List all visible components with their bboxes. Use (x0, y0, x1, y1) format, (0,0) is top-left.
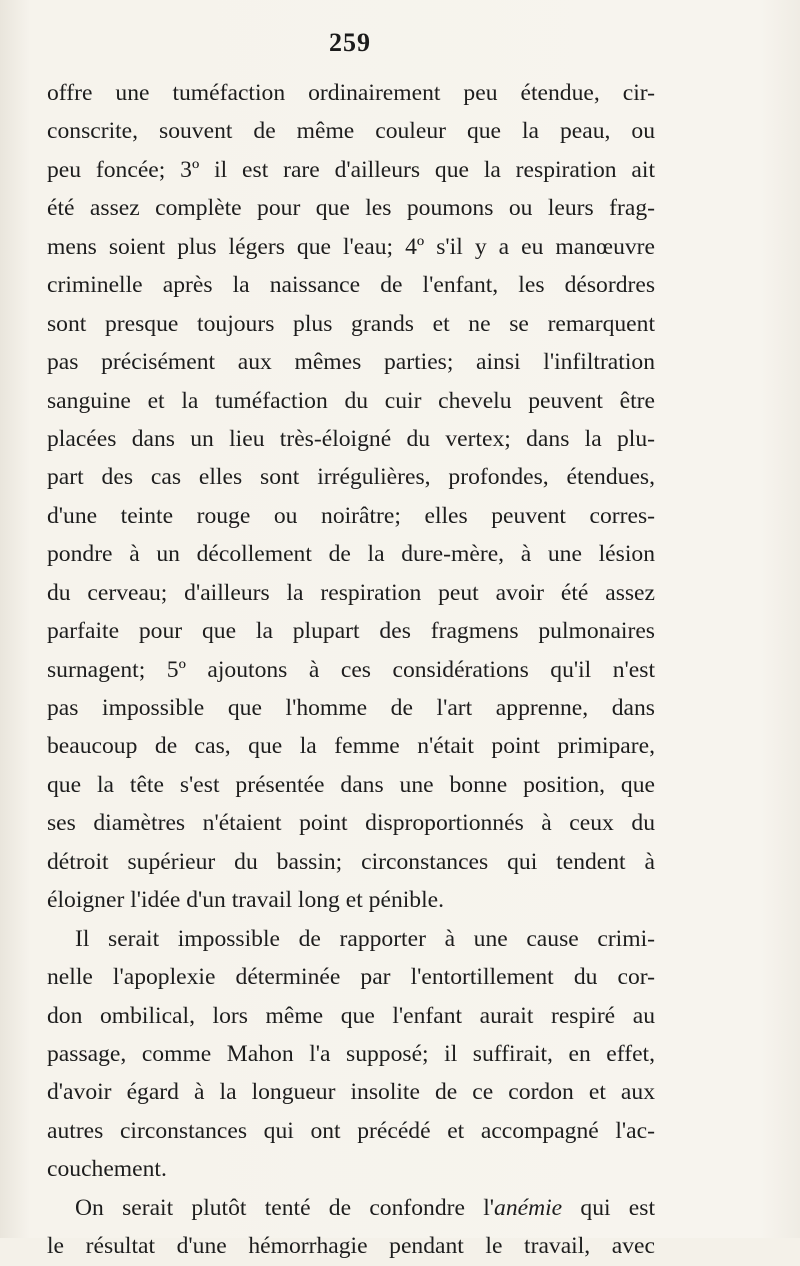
italic-term: anémie (494, 1194, 563, 1221)
text-line: conscrite, souvent de même couleur que la peau, ou (47, 118, 655, 145)
paragraph-end-line: couchement. (47, 1156, 167, 1183)
page-number: 259 (329, 28, 371, 57)
text-line: nelle l'apoplexie déterminée par l'entortillement du cor- (47, 964, 655, 991)
text-line: passage, comme Mahon l'a supposé; il suffirait, en effet, (47, 1040, 655, 1067)
text-line: que la tête s'est présentée dans une bonne position, que (47, 771, 655, 798)
text-line: criminelle après la naissance de l'enfant, les désordres (47, 272, 655, 299)
text-line: don ombilical, lors même que l'enfant aurait respiré au (47, 1002, 655, 1029)
text-line: été assez complète pour que les poumons ou leurs frag- (47, 195, 655, 222)
body-text (47, 74, 655, 1266)
text-line: sont presque toujours plus grands et ne se remarquent (47, 310, 655, 337)
text-line: placées dans un lieu très-éloigné du vertex; dans la plu- (47, 425, 655, 452)
text-line: part des cas elles sont irrégulières, profondes, étendues, (47, 464, 655, 491)
text-line: pas précisément aux mêmes parties; ainsi l'infiltration (47, 349, 655, 376)
text-line: du cerveau; d'ailleurs la respiration peut avoir été assez (47, 579, 655, 606)
line-text-after: qui est (562, 1194, 655, 1221)
text-line: d'avoir égard à la longueur insolite de ce cordon et aux (47, 1079, 655, 1106)
paragraph-start-line (47, 1189, 655, 1227)
text-line: détroit supérieur du bassin; circonstances qui tendent à (47, 848, 655, 875)
text-line: sanguine et la tuméfaction du cuir chevelu peuvent être (47, 387, 655, 414)
text-line: pas impossible que l'homme de l'art apprenne, dans (47, 695, 655, 721)
text-line: parfaite pour que la plupart des fragmens pulmonaires (47, 618, 655, 645)
paragraph-end-line: éloigner l'idée d'un travail long et pénible. (47, 887, 445, 914)
text-line: peu foncée; 3º il est rare d'ailleurs que la respiration ait (47, 156, 655, 183)
paragraph-start-line: Il serait impossible de rapporter à une cause crimi- (75, 925, 655, 952)
line-text-before: On serait plutôt tenté de confondre l' (75, 1194, 495, 1221)
text-line: autres circonstances qui ont précédé et accompagné l'ac- (47, 1117, 655, 1144)
text-line: d'une teinte rouge ou noirâtre; elles peuvent corres- (47, 502, 655, 529)
text-line: le résultat d'une hémorrhagie pendant le travail, avec (47, 1233, 655, 1260)
text-line: offre une tuméfaction ordinairement peu étendue, cir- (47, 80, 655, 106)
text-line: beaucoup de cas, que la femme n'était point primipare, (47, 733, 655, 760)
text-line: ses diamètres n'étaient point disproportionnés à ceux du (47, 810, 655, 837)
text-line: mens soient plus légers que l'eau; 4º s'il y a eu manœuvre (47, 233, 655, 260)
text-line: pondre à un décollement de la dure-mère, à une lésion (47, 541, 655, 568)
text-line: surnagent; 5º ajoutons à ces considérations qu'il n'est (47, 656, 655, 683)
